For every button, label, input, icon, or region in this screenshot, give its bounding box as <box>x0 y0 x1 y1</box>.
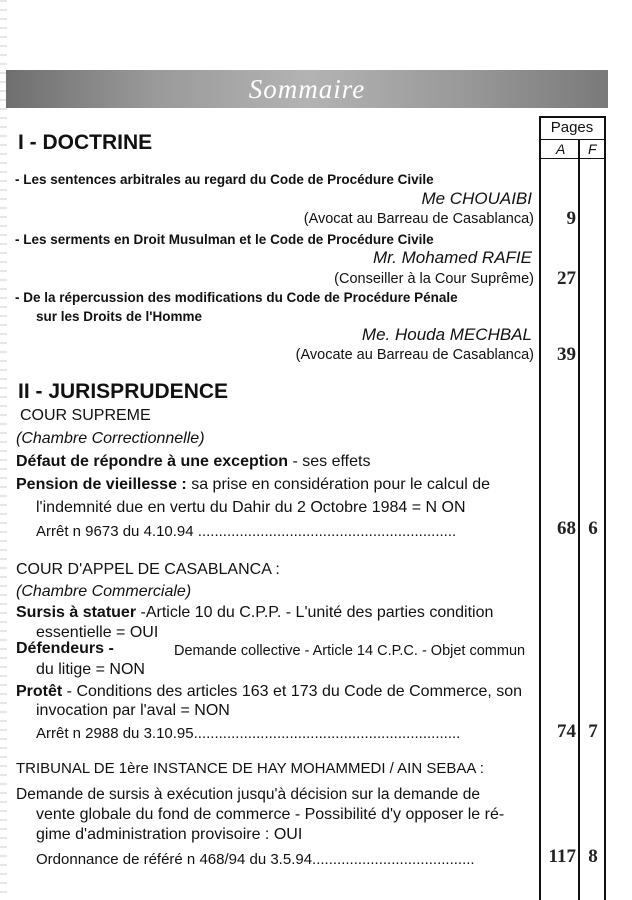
jur1-page-f: 6 <box>588 518 598 539</box>
doctrine-item-3-author: Me. Houda MECHBAL <box>361 325 532 344</box>
doctrine-item-2-author: Mr. Mohamed RAFIE <box>372 248 532 267</box>
jur2-line1 <box>16 604 493 622</box>
jur2-line3-rest: Demande collective - Article 14 C.P.C. - Objet commun <box>174 643 526 659</box>
pages-column-right-border <box>604 116 606 900</box>
doctrine-item-3-page-a: 39 <box>557 344 576 365</box>
jur3-line2: vente globale du fond de commerce - Possibilité d'y opposer le ré- <box>36 806 505 823</box>
jur2-page-f: 7 <box>588 721 598 742</box>
jur1-line1-bold: Défaut de répondre à une exception <box>16 453 289 470</box>
doctrine-item-3-title-line1: - De la répercussion des modifications du Code de Procédure Pénale <box>15 290 458 305</box>
doctrine-item-1-affiliation: (Avocat au Barreau de Casablanca) <box>303 211 534 227</box>
jur2-line1-bold: Sursis à statuer <box>16 604 137 621</box>
jur2-line1-rest: -Article 10 du C.P.P. - L'unité des parties condition <box>136 604 494 621</box>
jur1-line1-rest: - ses effets <box>288 453 371 470</box>
doctrine-item-2-affiliation: (Conseiller à la Cour Suprême) <box>334 271 534 287</box>
jur3-page-f: 8 <box>588 846 598 867</box>
pages-column-middle-border <box>578 139 580 900</box>
section-doctrine-title: I - DOCTRINE <box>18 131 153 154</box>
jur3-ordonnance: Ordonnance de référé n 468/94 du 3.5.94....................................... <box>36 851 475 868</box>
jur2-line6: invocation par l'aval = NON <box>36 702 230 719</box>
jur2-line4: du litige = NON <box>36 661 145 678</box>
jur1-line2-bold: Pension de vieillesse : <box>16 476 187 493</box>
doctrine-item-3-affiliation: (Avocate au Barreau de Casablanca) <box>295 347 534 363</box>
jur2-page-a: 74 <box>557 721 576 742</box>
doctrine-item-2-page-a: 27 <box>557 268 576 289</box>
scan-edge-mark <box>0 0 7 900</box>
doctrine-item-1-page-a: 9 <box>566 208 576 229</box>
jur2-line5-rest: - Conditions des articles 163 et 173 du Code de Commerce, son <box>62 683 523 700</box>
jur1-line2 <box>16 476 490 494</box>
jur3-line3: gime d'administration provisoire : OUI <box>36 826 303 843</box>
jur1-chamber: (Chambre Correctionnelle) <box>16 430 205 447</box>
pages-column-left-border <box>539 116 541 900</box>
pages-subheader-divider <box>539 158 606 159</box>
jur2-chamber: (Chambre Commerciale) <box>16 583 192 600</box>
doctrine-item-2-title: - Les serments en Droit Musulman et le Code de Procédure Civile <box>15 232 434 247</box>
jur2-line5 <box>16 683 522 701</box>
jur1-line1 <box>16 453 370 471</box>
doctrine-item-3-title-line2: sur les Droits de l'Homme <box>36 309 203 324</box>
jur1-arret: Arrêt n 9673 du 4.10.94 .............................................................. <box>36 523 457 540</box>
jur2-arret: Arrêt n 2988 du 3.10.95................................................................ <box>36 725 461 742</box>
sommaire-banner <box>6 70 608 108</box>
jur2-court: COUR D'APPEL DE CASABLANCA : <box>16 561 280 578</box>
jur1-line3: l'indemnité due en vertu du Dahir du 2 Octobre 1984 = N ON <box>36 499 466 516</box>
pages-header: Pages <box>550 119 594 136</box>
pages-header-top-border <box>539 116 606 118</box>
pages-col-a-label: A <box>556 141 566 157</box>
jur1-line2-rest: sa prise en considération pour le calcul de <box>186 476 491 493</box>
jur3-court: TRIBUNAL DE 1ère INSTANCE DE HAY MOHAMMEDI / AIN SEBAA : <box>16 760 484 777</box>
doctrine-item-1-author: Me CHOUAIBI <box>421 189 532 208</box>
banner-title: Sommaire <box>248 74 366 104</box>
jur1-court: COUR SUPREME <box>20 407 151 424</box>
section-jurisprudence-title: II - JURISPRUDENCE <box>18 380 229 403</box>
jur2-line2: essentielle = OUI <box>36 624 159 641</box>
pages-col-f-label: F <box>588 141 597 157</box>
jur3-page-a: 117 <box>548 846 576 867</box>
jur2-line3-bold: Défendeurs - <box>16 640 114 657</box>
jur3-line1: Demande de sursis à exécution jusqu'à décision sur la demande de <box>16 786 480 803</box>
jur1-page-a: 68 <box>557 518 576 539</box>
pages-header-divider <box>539 139 606 140</box>
doctrine-item-1-title: - Les sentences arbitrales au regard du Code de Procédure Civile <box>15 172 434 187</box>
jur2-line5-bold: Protêt <box>16 683 63 700</box>
